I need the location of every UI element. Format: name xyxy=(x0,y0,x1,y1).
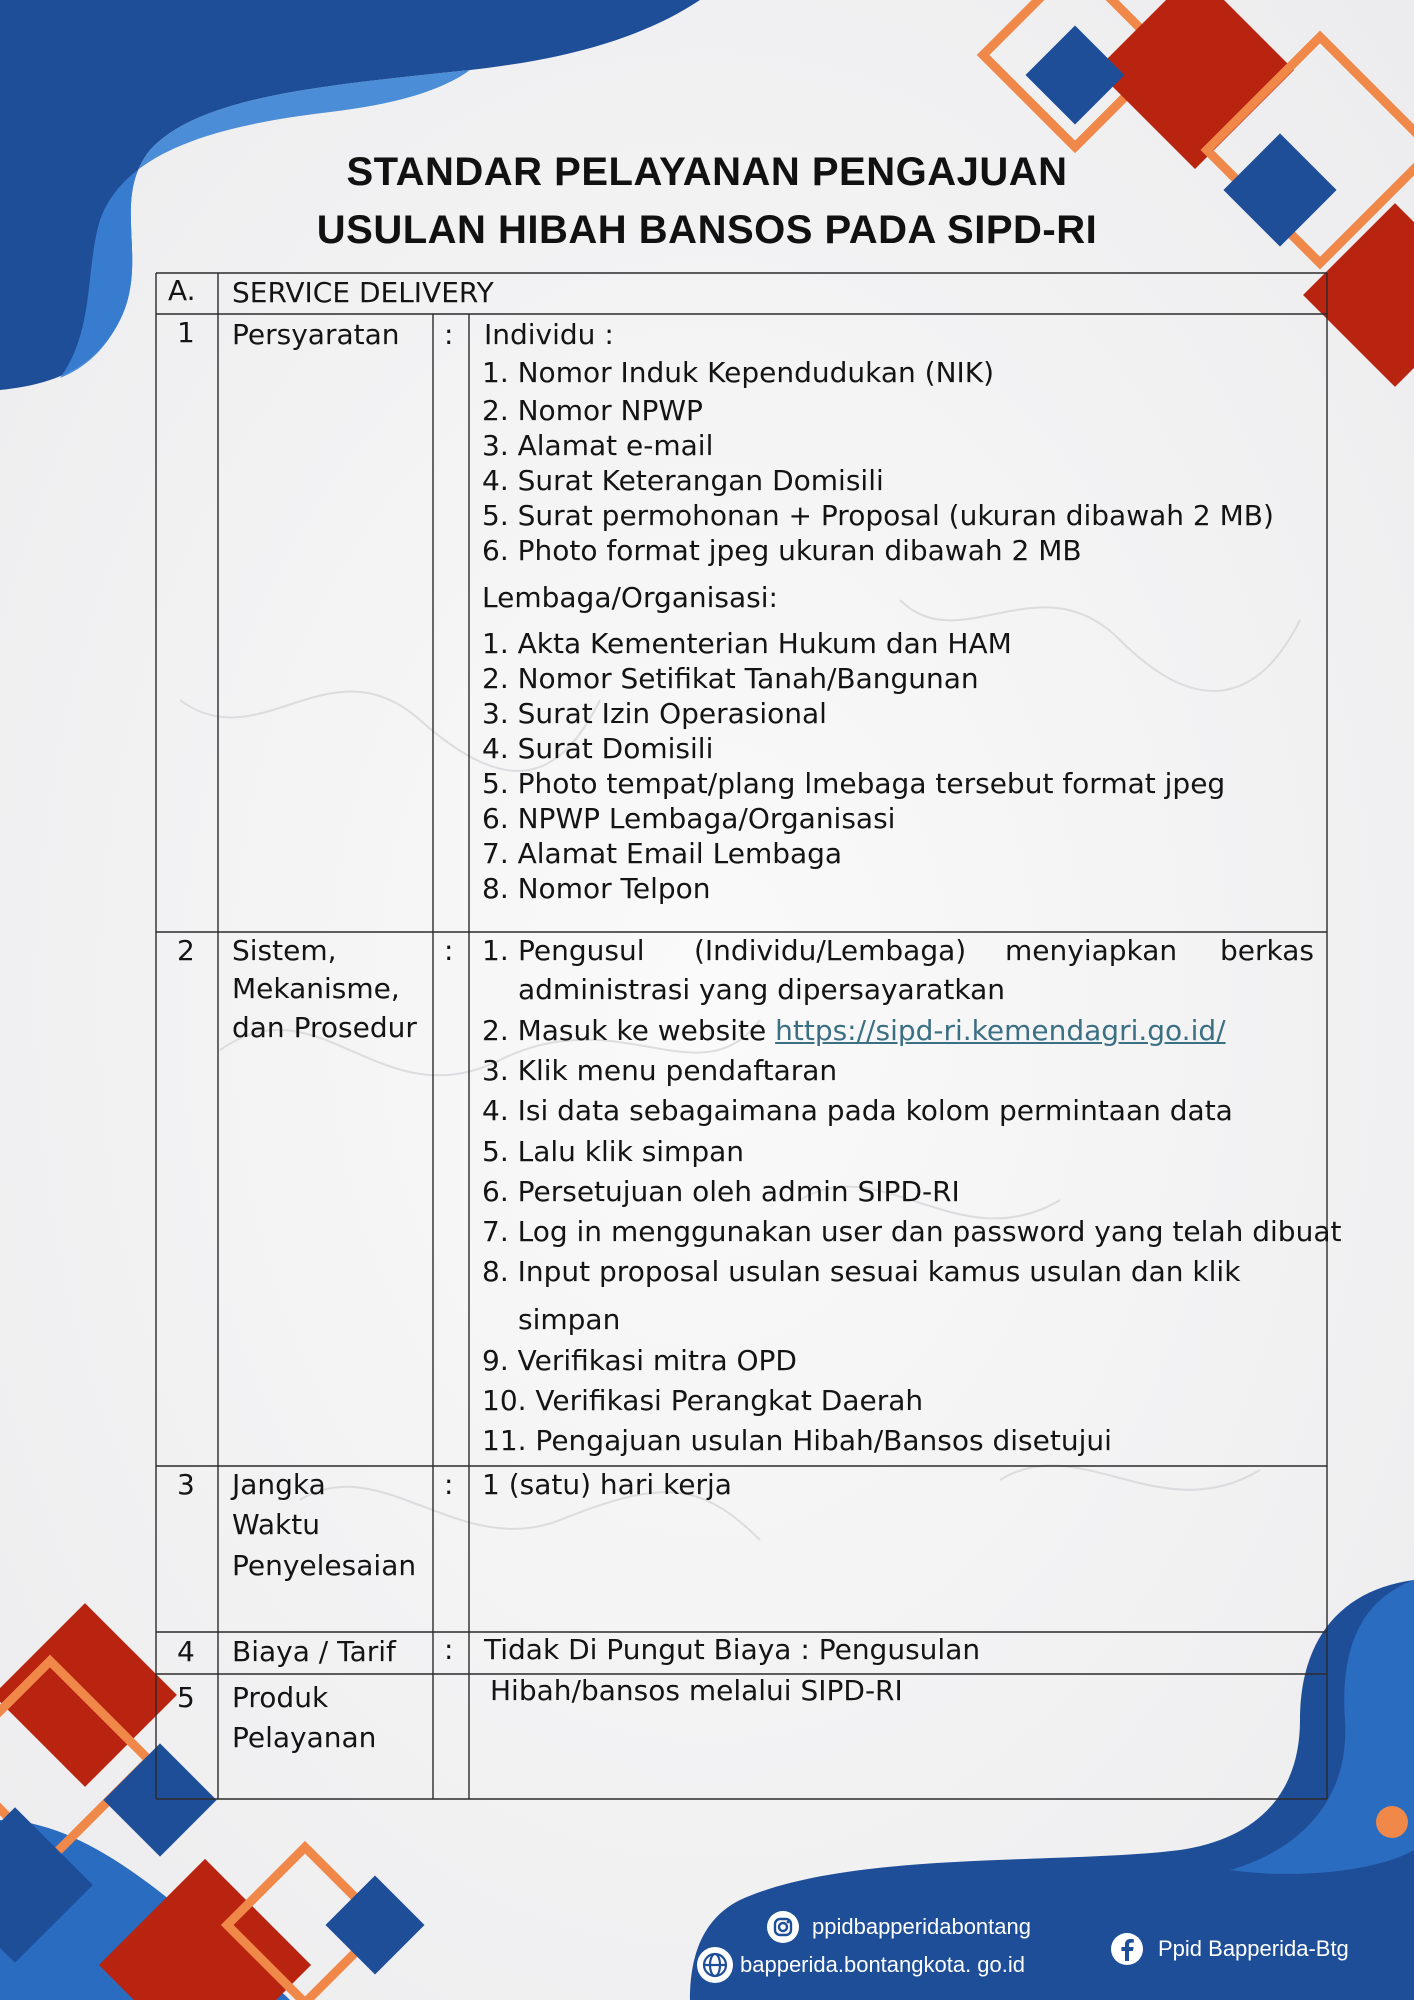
lembaga-item: 4. Surat Domisili xyxy=(482,732,714,765)
section-letter: A. xyxy=(168,274,196,307)
sipd-website-link[interactable]: https://sipd-ri.kemendagri.go.id/ xyxy=(775,1014,1226,1047)
website-address[interactable]: bapperida.bontangkota. go.id xyxy=(740,1952,1026,1977)
lembaga-item: 3. Surat Izin Operasional xyxy=(482,697,827,730)
step-1-word: berkas xyxy=(1220,934,1314,967)
lembaga-item: 1. Akta Kementerian Hukum dan HAM xyxy=(482,627,1012,660)
step-item: 3. Klik menu pendaftaran xyxy=(482,1054,838,1087)
row-1-number: 1 xyxy=(177,316,195,349)
lembaga-item: 8. Nomor Telpon xyxy=(482,872,711,905)
row-2-label-line: dan Prosedur xyxy=(232,1011,417,1044)
lembaga-item: 5. Photo tempat/plang lmebaga tersebut format jpeg xyxy=(482,767,1226,800)
globe-icon xyxy=(696,1946,734,1984)
row-5-number: 5 xyxy=(177,1681,195,1714)
individu-item: 6. Photo format jpeg ukuran dibawah 2 MB xyxy=(482,534,1082,567)
step-item: 6. Persetujuan oleh admin SIPD-RI xyxy=(482,1175,960,1208)
row-2-label-line: Sistem, xyxy=(232,934,337,967)
row-3-value: 1 (satu) hari kerja xyxy=(482,1468,732,1501)
step-2-text: 2. Masuk ke website xyxy=(482,1014,776,1047)
step-1-number: 1. xyxy=(482,934,509,967)
row-1-separator: : xyxy=(444,318,454,351)
row-3-number: 3 xyxy=(177,1468,195,1501)
instagram-icon xyxy=(766,1910,800,1944)
row-3-label-line: Waktu xyxy=(232,1508,320,1541)
row-2-number: 2 xyxy=(177,934,195,967)
step-item: 9. Verifikasi mitra OPD xyxy=(482,1344,797,1377)
row-3-label-line: Jangka xyxy=(232,1468,326,1501)
individu-item: 1. Nomor Induk Kependudukan (NIK) xyxy=(482,356,995,389)
facebook-icon xyxy=(1110,1932,1144,1966)
row-3-separator: : xyxy=(444,1468,454,1501)
individu-item: 2. Nomor NPWP xyxy=(482,394,703,427)
step-item: 7. Log in menggunakan user dan password yang telah dibuat xyxy=(482,1215,1342,1248)
step-item: 11. Pengajuan usulan Hibah/Bansos disetujui xyxy=(482,1424,1112,1457)
step-2 xyxy=(482,1013,1226,1048)
step-item: 5. Lalu klik simpan xyxy=(482,1135,745,1168)
lembaga-item: 6. NPWP Lembaga/Organisasi xyxy=(482,802,896,835)
row-2-separator: : xyxy=(444,934,454,967)
individu-item: 5. Surat permohonan + Proposal (ukuran dibawah 2 MB) xyxy=(482,499,1274,532)
facebook-page[interactable]: Ppid Bapperida-Btg xyxy=(1158,1936,1349,1961)
step-1-word: (Individu/Lembaga) xyxy=(694,934,967,967)
row-4-value: Tidak Di Pungut Biaya : Pengusulan xyxy=(484,1633,981,1666)
step-1-word: menyiapkan xyxy=(1005,934,1178,967)
row-5-value: Hibah/bansos melalui SIPD-RI xyxy=(490,1674,903,1707)
page-title-line-2: USULAN HIBAH BANSOS PADA SIPD-RI xyxy=(316,208,1098,252)
lembaga-item: 7. Alamat Email Lembaga xyxy=(482,837,843,870)
page-title-line-1: STANDAR PELAYANAN PENGAJUAN xyxy=(346,150,1068,194)
step-item: 4. Isi data sebagaimana pada kolom permintaan data xyxy=(482,1094,1233,1127)
individu-header: Individu : xyxy=(484,318,614,351)
section-label: SERVICE DELIVERY xyxy=(232,276,494,309)
row-5-label-line: Pelayanan xyxy=(232,1721,377,1754)
row-4-separator: : xyxy=(444,1633,454,1666)
step-1-word: Pengusul xyxy=(518,934,645,967)
row-3-label-line: Penyelesaian xyxy=(232,1549,417,1582)
instagram-handle[interactable]: ppidbapperidabontang xyxy=(812,1914,1031,1939)
row-2-label-line: Mekanisme, xyxy=(232,972,400,1005)
step-1-continuation: administrasi yang dipersayaratkan xyxy=(518,973,1005,1006)
row-5-label-line: Produk xyxy=(232,1681,329,1714)
step-8-continuation: simpan xyxy=(518,1303,621,1336)
step-item: 8. Input proposal usulan sesuai kamus usulan dan klik xyxy=(482,1255,1241,1288)
lembaga-header: Lembaga/Organisasi: xyxy=(482,581,778,614)
individu-item: 3. Alamat e-mail xyxy=(482,429,714,462)
row-4-number: 4 xyxy=(177,1635,195,1668)
individu-item: 4. Surat Keterangan Domisili xyxy=(482,464,884,497)
step-item: 10. Verifikasi Perangkat Daerah xyxy=(482,1384,924,1417)
row-1-label: Persyaratan xyxy=(232,318,400,351)
row-4-label: Biaya / Tarif xyxy=(232,1635,396,1668)
lembaga-item: 2. Nomor Setifikat Tanah/Bangunan xyxy=(482,662,979,695)
